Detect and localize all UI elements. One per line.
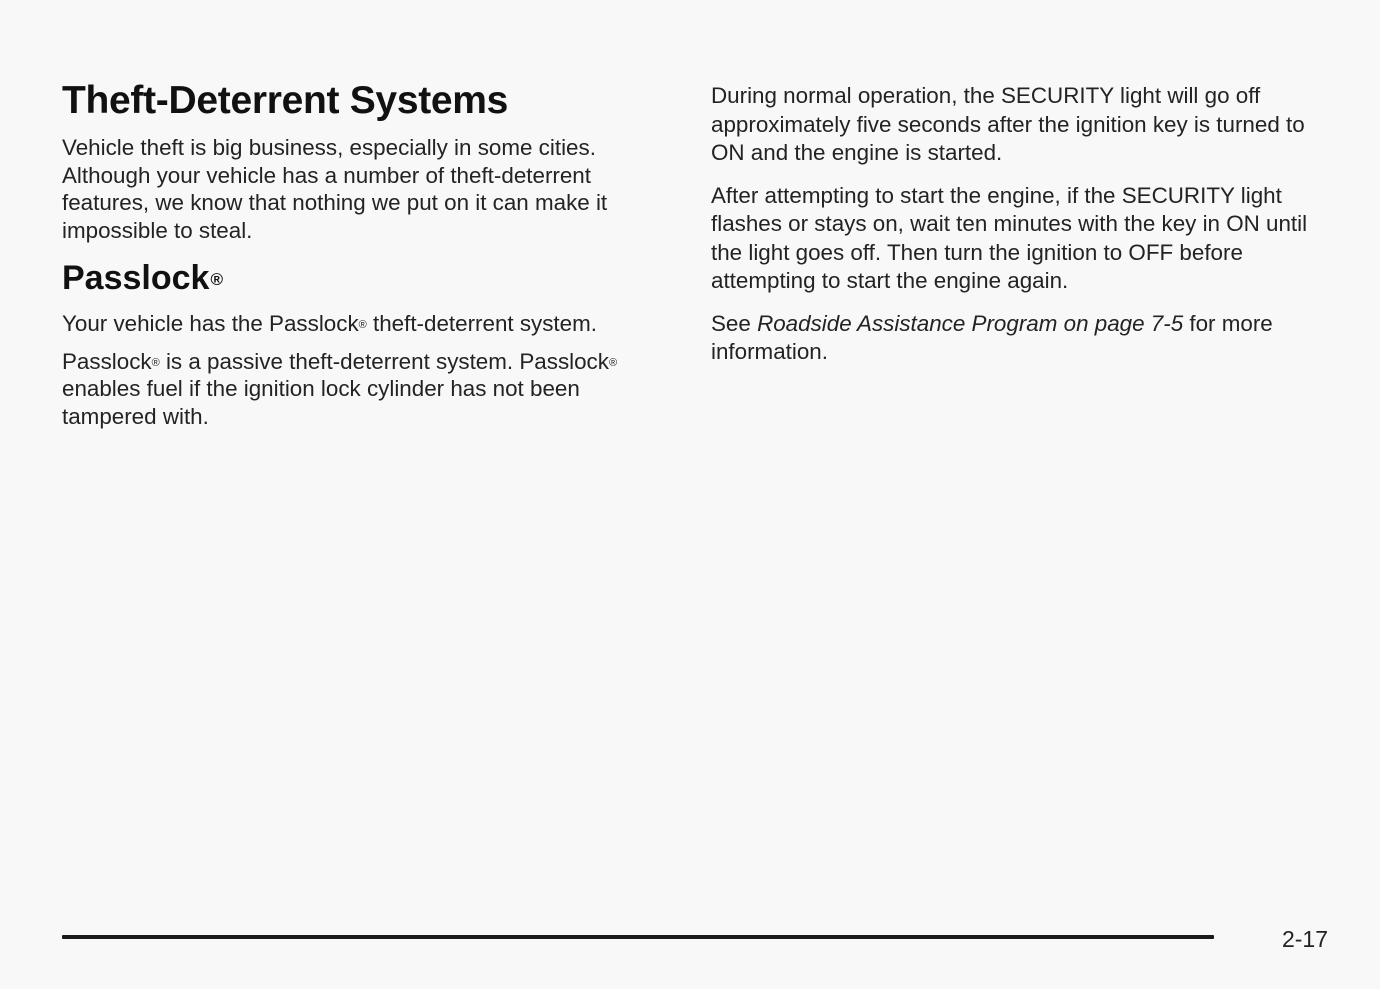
text-fragment: theft-deterrent system. bbox=[366, 311, 597, 336]
text-fragment: is a passive theft-deterrent system. Passlock bbox=[159, 348, 609, 374]
footer-rule bbox=[62, 935, 1214, 939]
page-title: Theft-Deterrent Systems bbox=[62, 79, 509, 122]
intro-paragraph: Vehicle theft is big business, especially in some cities. Although your vehicle has a number of theft-deterrent features, we know that nothing we put on it can make it impossible to steal. bbox=[62, 135, 608, 243]
registered-mark: ® bbox=[358, 319, 367, 331]
security-light-paragraph: During normal operation, the SECURITY light will go off approximately five seconds after the ignition key is turned to ON and the engine is started. bbox=[711, 83, 1305, 165]
text-fragment: Your vehicle has the Passlock bbox=[62, 311, 359, 336]
text-fragment: See bbox=[711, 310, 758, 336]
passlock-paragraph-1 bbox=[62, 310, 672, 338]
text-fragment: for more information. bbox=[711, 310, 1273, 364]
security-flash-paragraph: After attempting to start the engine, if the SECURITY light flashes or stays on, wait ten minutes with the key in ON until the light goes off. Then turn the ignition to OFF before attempting to start the engine again. bbox=[711, 182, 1308, 293]
text-fragment: enables fuel if the ignition lock cylinder has not been tampered with. bbox=[62, 376, 580, 429]
registered-mark: ® bbox=[608, 356, 618, 369]
section-heading-text: Passlock bbox=[62, 259, 210, 297]
cross-reference-link[interactable]: Roadside Assistance Program on page 7-5 bbox=[757, 310, 1184, 336]
see-also-paragraph bbox=[711, 310, 1341, 367]
right-column bbox=[711, 82, 1341, 381]
registered-mark: ® bbox=[210, 270, 223, 289]
passlock-paragraph-2 bbox=[62, 348, 672, 431]
left-column bbox=[62, 78, 672, 440]
section-heading-passlock bbox=[62, 258, 672, 298]
text-fragment: Passlock bbox=[62, 348, 152, 374]
registered-mark: ® bbox=[151, 356, 160, 369]
page-number: 2-17 bbox=[1281, 926, 1328, 952]
